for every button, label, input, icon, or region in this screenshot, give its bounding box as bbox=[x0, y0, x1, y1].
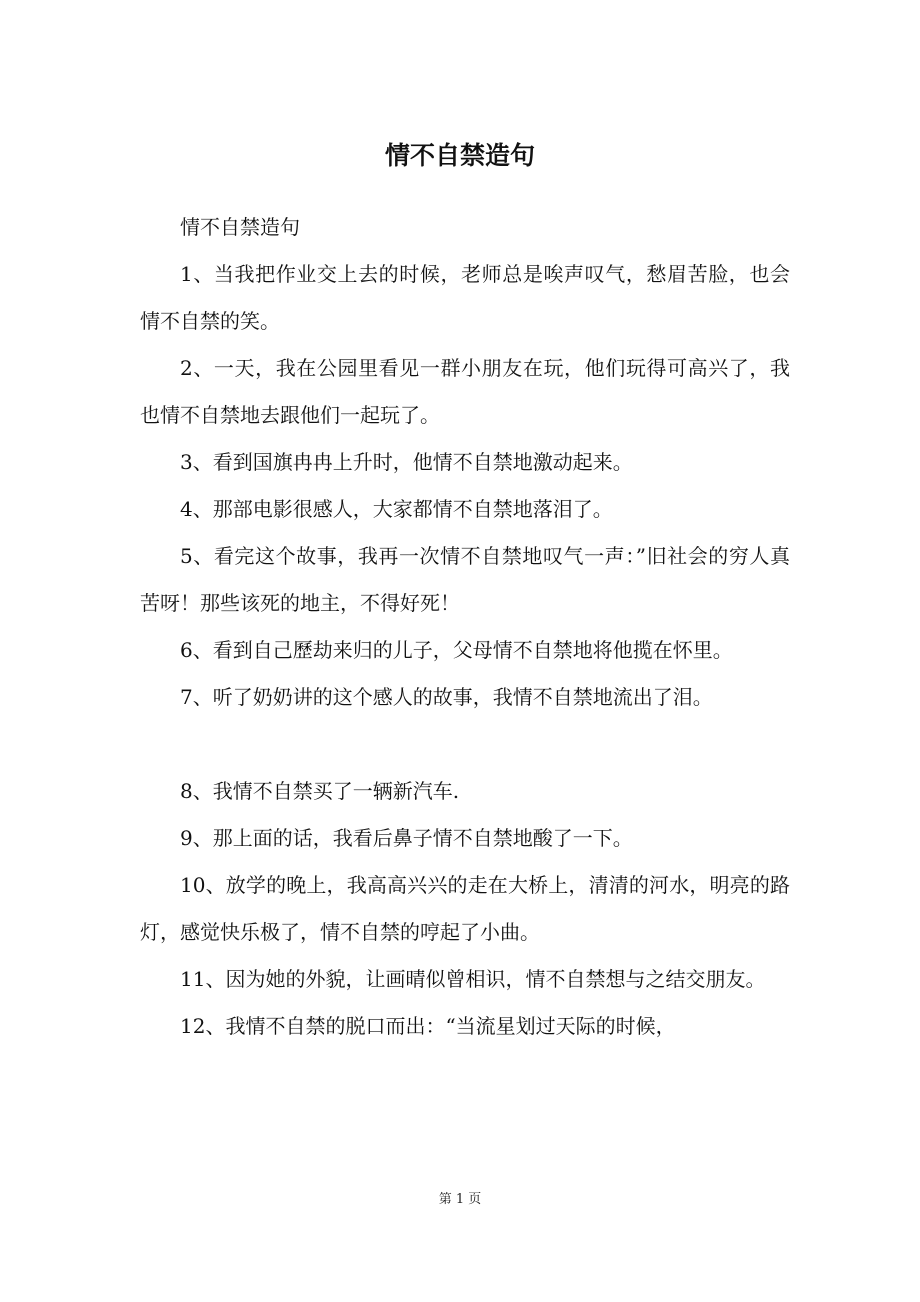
paragraph-sentence-8: 8、我情不自禁买了一辆新汽车. bbox=[180, 779, 460, 803]
blank-line bbox=[140, 721, 790, 768]
paragraph-sentence-10: 10、放学的晚上，我高高兴兴的走在大桥上，清清的河水，明亮的路灯，感觉快乐极了，情不自禁的哼起了小曲。 bbox=[140, 873, 790, 944]
paragraph-sentence-12: 12、我情不自禁的脱口而出：“当流星划过天际的时候， bbox=[180, 1014, 676, 1038]
paragraph-sentence-5: 5、看完这个故事，我再一次情不自禁地叹气一声：”旧社会的穷人真苦呀！那些该死的地主，不得好死！ bbox=[140, 544, 790, 615]
document-title: 情不自禁造句 bbox=[384, 141, 535, 170]
document-body bbox=[140, 204, 790, 1050]
paragraph-sentence-9: 9、那上面的话，我看后鼻子情不自禁地酸了一下。 bbox=[180, 826, 633, 850]
paragraph-sentence-7: 7、听了奶奶讲的这个感人的故事，我情不自禁地流出了泪。 bbox=[180, 685, 713, 709]
page-number-footer: 第 1 页 bbox=[438, 1192, 482, 1207]
paragraph-subtitle: 情不自禁造句 bbox=[180, 215, 300, 239]
paragraph-sentence-11: 11、因为她的外貌，让画晴似曾相识，情不自禁想与之结交朋友。 bbox=[180, 967, 766, 991]
paragraph-sentence-1: 1、当我把作业交上去的时候，老师总是唉声叹气，愁眉苦脸，也会情不自禁的笑。 bbox=[140, 262, 790, 333]
paragraph-sentence-4: 4、那部电影很感人，大家都情不自禁地落泪了。 bbox=[180, 497, 613, 521]
paragraph-sentence-3: 3、看到国旗冉冉上升时，他情不自禁地激动起来。 bbox=[180, 450, 633, 474]
paragraph-sentence-2: 2、一天，我在公园里看见一群小朋友在玩，他们玩得可高兴了，我也情不自禁地去跟他们一起玩了。 bbox=[140, 356, 790, 427]
paragraph-sentence-6: 6、看到自己歷劫来归的儿子，父母情不自禁地将他揽在怀里。 bbox=[180, 638, 733, 662]
